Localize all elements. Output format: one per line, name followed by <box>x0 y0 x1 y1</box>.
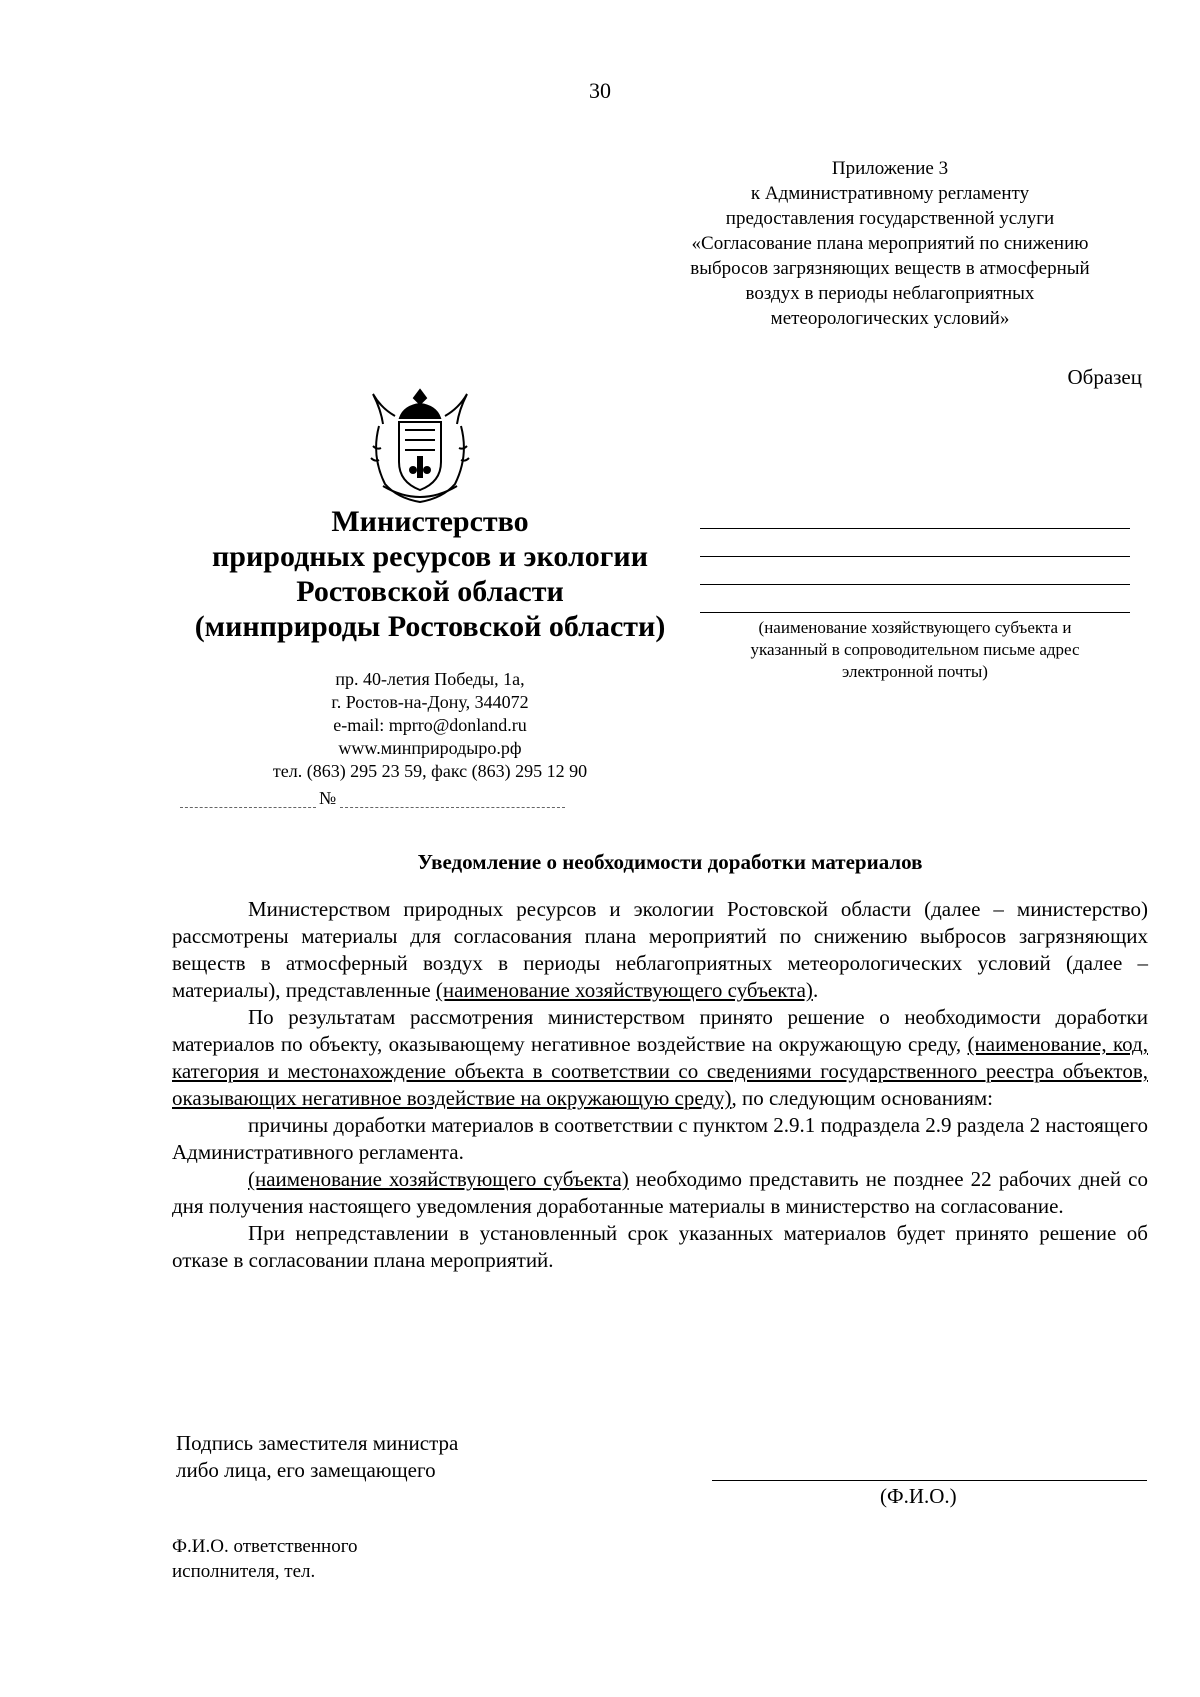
body-paragraph: (наименование хозяйствующего субъекта) необходимо представить не позднее 22 рабочих дней со дня получения настоящего уведомления доработанные материалы в министерство на согласование. <box>172 1167 1148 1218</box>
body-paragraph: При непредставлении в установленный срок указанных материалов будет принято решение об отказе в согласовании плана мероприятий. <box>172 1221 1148 1272</box>
address-line: пр. 40-летия Победы, 1а, <box>335 669 525 689</box>
address-line: г. Ростов-на-Дону, 344072 <box>331 692 529 712</box>
signature-label: Подпись заместителя министра либо лица, его замещающего <box>176 1431 459 1482</box>
appendix-header <box>640 156 1140 331</box>
email-line: e-mail: mprro@donland.ru <box>333 715 527 735</box>
ministry-line: Ростовской области <box>296 575 564 608</box>
recipient-caption-line: (наименование хозяйствующего субъекта и <box>758 618 1072 637</box>
recipient-caption-line: указанный в сопроводительном письме адрес <box>750 640 1080 659</box>
appendix-line: Приложение 3 <box>831 158 949 179</box>
ministry-address <box>150 668 710 783</box>
website-line: www.минприродыро.рф <box>338 738 522 758</box>
number-blank <box>340 807 565 808</box>
appendix-line: к Административному регламенту <box>750 183 1030 204</box>
phone-fax-line: тел. (863) 295 23 59, факс (863) 295 12 90 <box>272 761 588 781</box>
recipient-caption-line: электронной почты) <box>842 662 988 681</box>
recipient-line-1 <box>700 528 1130 529</box>
ministry-line: Министерство <box>331 505 529 538</box>
registration-number-line <box>180 788 565 812</box>
appendix-line: воздух в периоды неблагоприятных <box>745 283 1035 304</box>
recipient-line-4 <box>700 612 1130 613</box>
body-paragraph: причины доработки материалов в соответствии с пунктом 2.9.1 подраздела 2.9 раздела 2 настоящего Административного регламента. <box>172 1113 1148 1164</box>
document-heading: Уведомление о необходимости доработки материалов <box>417 850 923 874</box>
body-paragraph: Министерством природных ресурсов и экологии Ростовской области (далее – министерство) рассмотрены материалы для согласования плана мероприятий по снижению выбросов загрязняющих веществ в атмосферный воздух в периоды неблагоприятных метеорологических условий (далее – материалы), представленные (наименование хозяйствующего субъекта). <box>172 897 1148 1002</box>
placeholder-subject: (наименование хозяйствующего субъекта) <box>435 978 813 1002</box>
recipient-line-2 <box>700 556 1130 557</box>
signature-fio: (Ф.И.О.) <box>880 1484 957 1508</box>
appendix-line: метеорологических условий» <box>770 308 1010 329</box>
recipient-caption <box>700 617 1130 683</box>
page-number: 30 <box>589 78 611 103</box>
placeholder-subject: (наименование хозяйствующего субъекта) <box>248 1167 629 1191</box>
ministry-line: природных ресурсов и экологии <box>212 540 648 573</box>
signature-line <box>712 1480 1147 1481</box>
executor-info: Ф.И.О. ответственного исполнителя, тел. <box>172 1536 358 1582</box>
document-body <box>172 896 1148 1274</box>
body-paragraph: По результатам рассмотрения министерством принято решение о необходимости доработки материалов по объекту, оказывающему негативное воздействие на окружающую среду, (наименование, код, категория и местонахождение объекта в соответствии со сведениями государственного реестра объектов, оказывающих негативное воздействие на окружающую среду), по следующим основаниям: <box>172 1005 1148 1110</box>
appendix-line: предоставления государственной услуги <box>725 208 1055 229</box>
recipient-line-3 <box>700 584 1130 585</box>
sample-label: Образец <box>1067 365 1142 389</box>
appendix-line: «Согласование плана мероприятий по снижению <box>691 233 1089 254</box>
ministry-name <box>150 504 710 644</box>
coat-of-arms-icon <box>365 386 475 506</box>
appendix-line: выбросов загрязняющих веществ в атмосферный <box>690 258 1090 279</box>
number-sign: № <box>319 788 337 808</box>
placeholder-object: (наименование, код, категория и местонахождение объекта в соответствии со сведениями государственного реестра объектов, оказывающих негативное воздействие на окружающую среду) <box>172 1032 1148 1110</box>
ministry-line: (минприроды Ростовской области) <box>194 610 666 643</box>
date-blank <box>180 807 316 808</box>
